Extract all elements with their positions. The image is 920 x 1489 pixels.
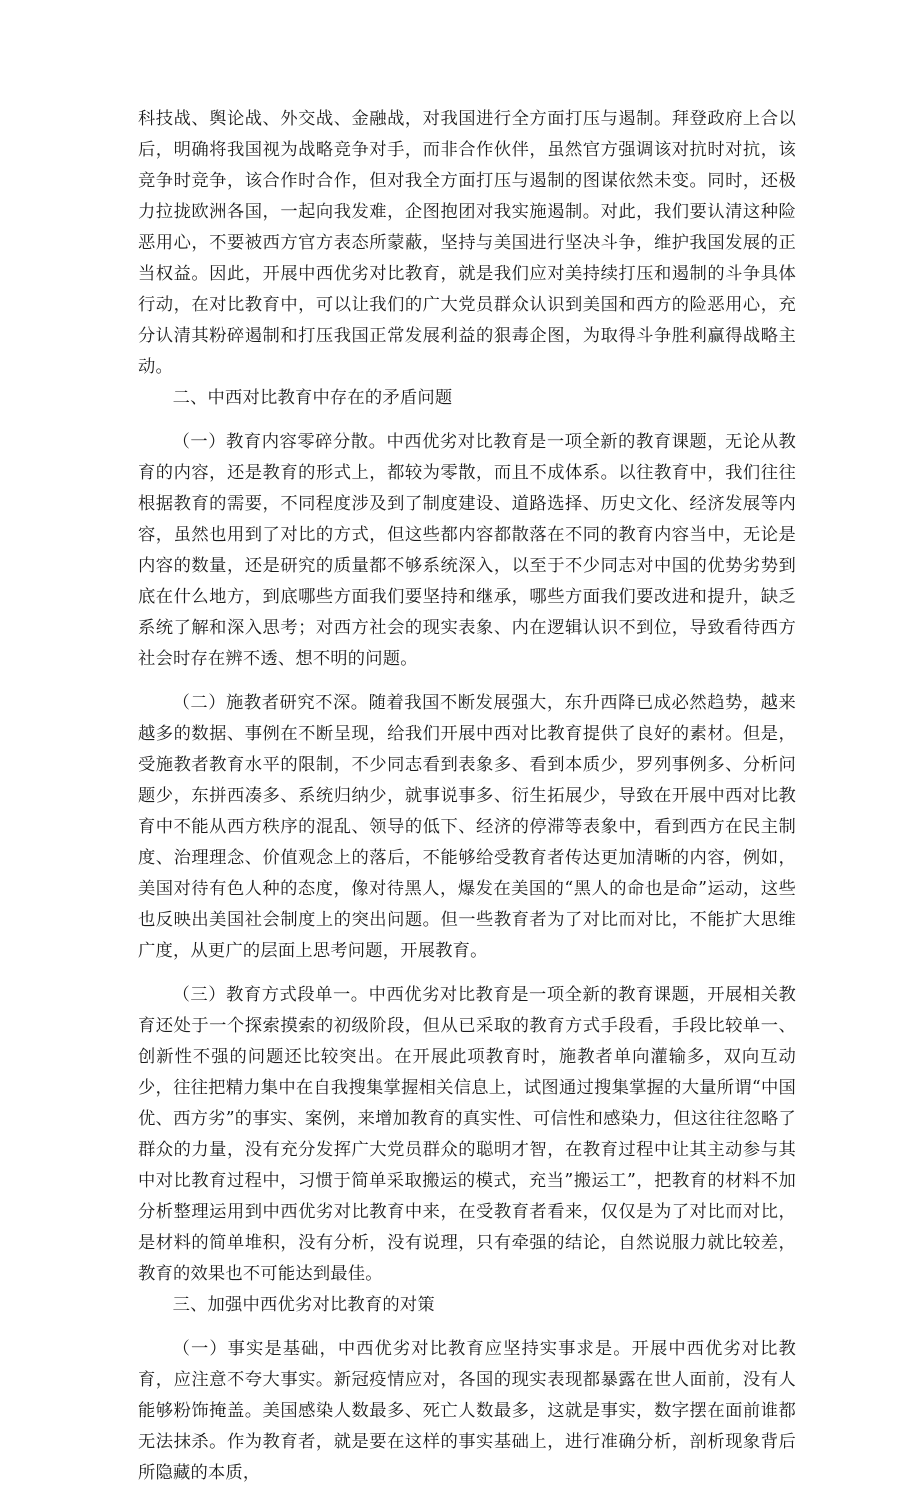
intro-paragraph: 科技战、舆论战、外交战、金融战，对我国进行全方面打压与遏制。拜登政府上合以后，明确将我国视为战略竞争对手，而非合作伙伴，虽然官方强调该对抗时对抗，该竞争时竞争，该合作时合作，但对我全方面打压与遏制的图谋依然未变。同时，还极力拉拢欧洲各国，一起向我发难，企图抱团对我实施遏制。对此，我们要认清这种险恶用心，不要被西方官方表态所蒙蔽，坚持与美国进行坚决斗争，维护我国发展的正当权益。因此，开展中西优劣对比教育，就是我们应对美持续打压和遏制的斗争具体行动，在对比教育中，可以让我们的广大党员群众认识到美国和西方的险恶用心，充分认清其粉碎遏制和打压我国正常发展利益的狠毒企图，为取得斗争胜利赢得战略主动。 — [138, 109, 796, 377]
section-3-item-1-lead: （一）事实是基础，中西优劣对比教育应坚持实事求是。 — [172, 1339, 632, 1359]
section-2-item-2-lead: （二）施教者研究不深。 — [172, 693, 369, 713]
document-page — [138, 104, 796, 1489]
section-2-item-1-body: 中西优劣对比教育是一项全新的教育课题，无论从教育的内容，还是教育的形式上，都较为零散，而且不成体系。以往教育中，我们往往根据教育的需要，不同程度涉及到了制度建设、道路选择、历史文化、经济发展等内容，虽然也用到了对比的方式，但这些都内容都散落在不同的教育内容当中，无论是内容的数量，还是研究的质量都不够系统深入，以至于不少同志对中国的优势劣势到底在什么地方，到底哪些方面我们要坚持和继承，哪些方面我们要改进和提升，缺乏系统了解和深入思考；对西方社会的现实表象、内在逻辑认识不到位，导致看待西方社会时存在辨不透、想不明的问题。 — [138, 432, 796, 669]
section-2-item-3 — [138, 980, 796, 1290]
section-2-item-2-body: 随着我国不断发展强大，东升西降已成必然趋势，越来越多的数据、事例在不断呈现，给我们开展中西对比教育提供了良好的素材。但是，受施教者教育水平的限制，不少同志看到表象多、看到本质少，罗列事例多、分析问题少，东拼西凑多、系统归纳少，就事说事多、衍生拓展少，导致在开展中西对比教育中不能从西方秩序的混乱、领导的低下、经济的停滞等表象中，看到西方在民主制度、治理理念、价值观念上的落后，不能够给受教育者传达更加清晰的内容，例如，美国对待有色人种的态度，像对待黑人，爆发在美国的“黑人的命也是命”运动，这些也反映出美国社会制度上的突出问题。但一些教育者为了对比而对比，不能扩大思维广度，从更广的层面上思考问题，开展教育。 — [138, 693, 796, 961]
section-2-item-3-body: 中西优劣对比教育是一项全新的教育课题，开展相关教育还处于一个探索摸索的初级阶段，但从已采取的教育方式手段看，手段比较单一、创新性不强的问题还比较突出。在开展此项教育时，施教者单向灌输多，双向互动少，往往把精力集中在自我搜集掌握相关信息上，试图通过搜集掌握的大量所谓“中国优、西方劣”的事实、案例，来增加教育的真实性、可信性和感染力，但这往往忽略了群众的力量，没有充分发挥广大党员群众的聪明才智，在教育过程中让其主动参与其中对比教育过程中，习惯于简单采取搬运的模式，充当”搬运工”，把教育的材料不加分析整理运用到中西优劣对比教育中来，在受教育者看来，仅仅是为了对比而对比，是材料的简单堆积，没有分析，没有说理，只有牵强的结论，自然说服力就比较差，教育的效果也不可能达到最佳。 — [138, 985, 796, 1284]
section-2-item-1 — [138, 427, 796, 675]
section-3-heading: 三、加强中西优劣对比教育的对策 — [172, 1295, 435, 1315]
section-2-heading: 二、中西对比教育中存在的矛盾问题 — [172, 388, 453, 408]
section-2-item-1-lead: （一）教育内容零碎分散。 — [172, 432, 387, 452]
section-3-item-1 — [138, 1334, 796, 1489]
section-2-item-3-lead: （三）教育方式段单一。 — [172, 985, 369, 1005]
section-2-item-2 — [138, 688, 796, 967]
section-3-item-1-body: 开展中西优劣对比教育，应注意不夸大事实。新冠疫情应对，各国的现实表现都暴露在世人面前，没有人能够粉饰掩盖。美国感染人数最多、死亡人数最多，这就是事实，数字摆在面前谁都无法抹杀。作为教育者，就是要在这样的事实基础上，进行准确分析，剖析现象背后所隐藏的本质， — [138, 1339, 796, 1483]
